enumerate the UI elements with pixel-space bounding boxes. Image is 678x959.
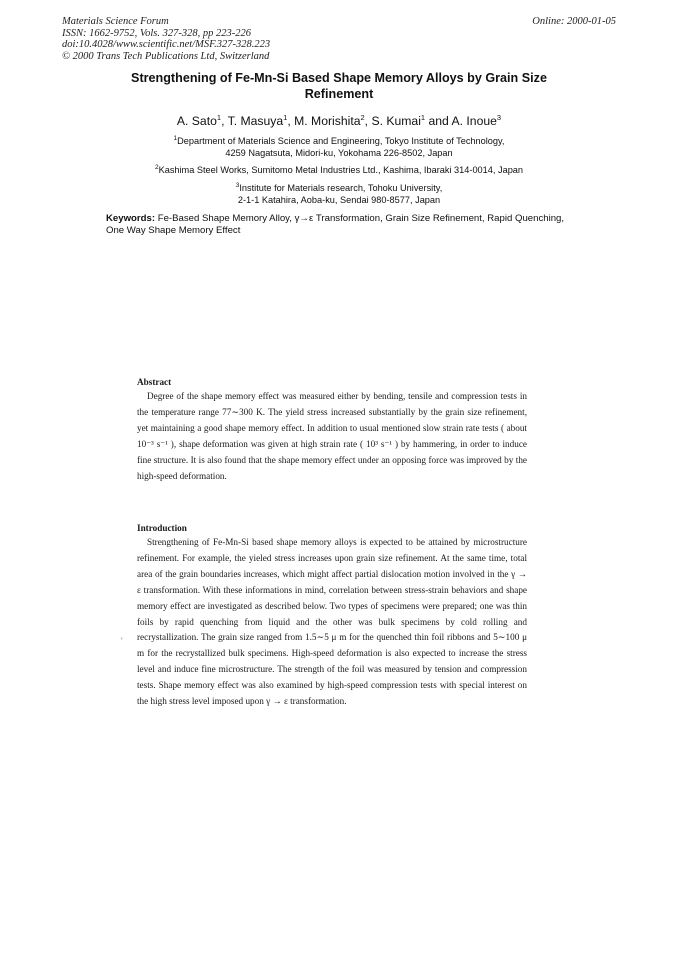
affiliation-line: 4259 Nagatsuta, Midori-ku, Yokohama 226-8502, Japan bbox=[225, 147, 453, 158]
affiliation-line: Department of Materials Science and Engineering, Tokyo Institute of Technology, bbox=[177, 136, 505, 147]
affiliation-line: 2-1-1 Katahira, Aoba-ku, Sendai 980-8577, Japan bbox=[237, 194, 441, 205]
author: M. Morishita bbox=[294, 114, 361, 129]
author-separator: , bbox=[287, 114, 295, 129]
author: T. Masuya bbox=[227, 114, 284, 129]
author-affiliation-mark: 1 bbox=[283, 113, 288, 122]
author-affiliation-mark: 2 bbox=[360, 113, 365, 122]
affiliation-2 bbox=[0, 162, 678, 177]
author-separator: , bbox=[364, 114, 372, 129]
author: A. Sato bbox=[176, 114, 217, 129]
author-affiliation-mark: 1 bbox=[216, 113, 222, 122]
doi-link[interactable]: doi:10.4028/www.scientific.net/MSF.327-328.223 bbox=[62, 39, 271, 50]
affiliation-3 bbox=[0, 180, 678, 206]
author: A. Inoue bbox=[451, 114, 497, 129]
author-affiliation-mark: 1 bbox=[420, 113, 426, 122]
keywords-text: Fe-Based Shape Memory Alloy, γ→ε Transformation, Grain Size Refinement, Rapid Quenching, One Way Shape Memory Effect bbox=[106, 213, 565, 236]
affiliation-line: Institute for Materials research, Tohoku University, bbox=[239, 183, 443, 194]
author: S. Kumai bbox=[371, 114, 421, 129]
affiliation-mark: 2 bbox=[154, 164, 159, 171]
margin-mark: ' bbox=[121, 636, 123, 646]
abstract-section bbox=[137, 376, 527, 484]
copyright-line: © 2000 Trans Tech Publications Ltd, Switzerland bbox=[62, 50, 270, 62]
affiliation-1 bbox=[0, 133, 678, 159]
affiliation-line: Kashima Steel Works, Sumitomo Metal Industries Ltd., Kashima, Ibaraki 314-0014, Japan bbox=[158, 165, 524, 176]
paper-title: Strengthening of Fe-Mn-Si Based Shape Memory Alloys by Grain Size Refinement bbox=[131, 71, 547, 101]
author-separator: , bbox=[221, 114, 228, 129]
author-affiliation-mark: 3 bbox=[496, 113, 502, 122]
introduction-heading: Introduction bbox=[137, 523, 187, 533]
abstract-heading: Abstract bbox=[137, 377, 172, 387]
online-date: Online: 2000-01-05 bbox=[532, 16, 616, 27]
introduction-text: Strengthening of Fe-Mn-Si based shape memory alloys is expected to be attained by microstructure refinement. For example, the yieled stress increases upon grain size refinement. At the same time, total area of the grain boundaries increases, which might affect partial dislocation motion involved in the γ → ε transformation. With these informations in mind, correlation between stress-strain behaviors and shape memory effect are investigated as described below. Two types of specimens were prepared; one was thin foils by rapid quenching from liquid and the other was bulk specimens by cold rolling and recrystallization. The grain size ranged from 1.5∼5 μ m for the quenched thin foil ribbons and 5∼100 μ m for the recrystallized bulk specimens. High-speed deformation is also expected to increase the stress level and induce fine microstructure. The strength of the foil was measured by tension and compression tests. Shape memory effect was also examined by high-speed compression tests with special interest on the high stress level imposed upon γ → ε transformation. bbox=[137, 537, 527, 707]
issn-line: ISSN: 1662-9752, Vols. 327-328, pp 223-226 bbox=[62, 27, 251, 39]
keywords-label: Keywords: bbox=[106, 213, 156, 224]
abstract-text: Degree of the shape memory effect was measured either by bending, tensile and compression tests in the temperature range 77∼300 K. The yield stress increased substantially by the grain size refinement, yet maintaining a good shape memory effect. In addition to usual mentioned slow strain rate tests ( about 10⁻³ s⁻¹ ), shape deformation was given at high strain rate ( 10³ s⁻¹ ) by hammering, in order to induce fine structure. It is also found that the shape memory effect under an opposing force was improved by the high-speed deformation. bbox=[137, 391, 527, 481]
journal-name: Materials Science Forum bbox=[62, 16, 169, 27]
affiliation-mark: 1 bbox=[173, 135, 178, 142]
author-separator: and bbox=[425, 114, 452, 129]
journal-header bbox=[62, 16, 270, 62]
keywords bbox=[106, 213, 576, 236]
affiliation-mark: 3 bbox=[235, 182, 240, 189]
introduction-section bbox=[137, 522, 527, 710]
author-list bbox=[0, 111, 678, 128]
